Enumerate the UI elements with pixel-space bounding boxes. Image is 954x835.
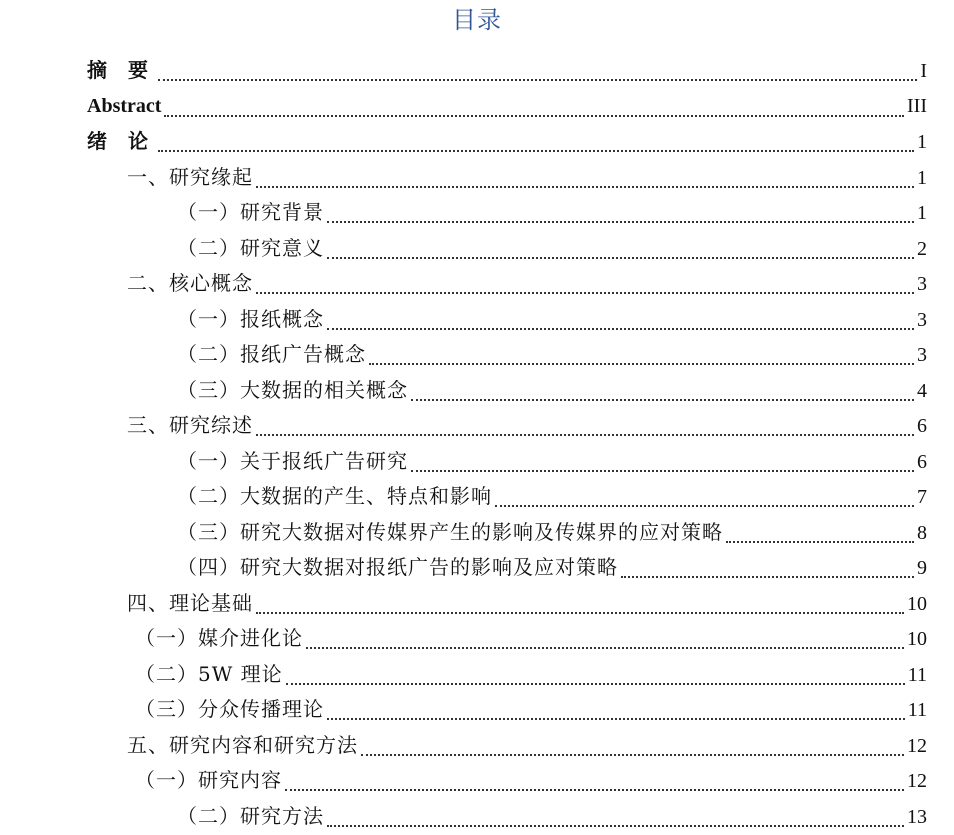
toc-entry-label: Abstract <box>87 89 161 125</box>
dot-leader <box>327 824 904 827</box>
toc-entry-label: （三）研究大数据对传媒界产生的影响及传媒界的应对策略 <box>177 515 723 551</box>
dot-leader <box>327 220 914 223</box>
dot-leader <box>285 788 904 791</box>
toc-entry-page-number: 12 <box>907 764 927 800</box>
dot-leader <box>369 362 914 365</box>
toc-entry[interactable] <box>0 621 954 657</box>
toc-entry-page-number: 6 <box>917 409 927 445</box>
dot-leader <box>495 504 914 507</box>
toc-entry-label: 三、研究综述 <box>127 408 253 444</box>
toc-entry-page-number: 9 <box>917 551 927 587</box>
toc-entry-label: 五、研究内容和研究方法 <box>127 728 358 764</box>
toc-entry-label: （一）关于报纸广告研究 <box>177 444 408 480</box>
toc-entry-page-number: 3 <box>917 267 927 303</box>
toc-entry[interactable] <box>0 728 954 764</box>
toc-entry[interactable] <box>0 160 954 196</box>
dot-leader <box>256 291 914 294</box>
toc-entry-label: （二）研究方法 <box>177 799 324 835</box>
dot-leader <box>327 256 914 259</box>
toc-entry-page-number: 11 <box>908 693 927 729</box>
toc-entry-page-number: 13 <box>907 800 927 835</box>
toc-entry-page-number: 1 <box>917 125 927 161</box>
dot-leader <box>286 682 905 685</box>
dot-leader <box>327 717 905 720</box>
toc-entry-label: （三）大数据的相关概念 <box>177 373 408 409</box>
toc-entry-page-number: 8 <box>917 516 927 552</box>
dot-leader <box>411 398 914 401</box>
toc-entry-label: （一）媒介进化论 <box>135 621 303 657</box>
dot-leader <box>256 433 914 436</box>
dot-leader <box>726 540 914 543</box>
toc-entry-page-number: 2 <box>917 232 927 268</box>
dot-leader <box>621 575 914 578</box>
toc-entry-label: （二）研究意义 <box>177 231 324 267</box>
dot-leader <box>306 646 904 649</box>
toc-entry-label: （一）研究背景 <box>177 195 324 231</box>
toc-entry-label: 四、理论基础 <box>127 586 253 622</box>
toc-entry-label: （二）报纸广告概念 <box>177 337 366 373</box>
toc-entry[interactable] <box>0 550 954 586</box>
toc-entry-page-number: 6 <box>917 445 927 481</box>
toc-entry-label: （二）5W 理论 <box>135 657 283 693</box>
toc-entry-label: （二）大数据的产生、特点和影响 <box>177 479 492 515</box>
toc-entry-page-number: III <box>907 89 927 125</box>
toc-entry-page-number: 3 <box>917 303 927 339</box>
toc-entry[interactable] <box>0 302 954 338</box>
toc-entry[interactable] <box>0 337 954 373</box>
toc-entry[interactable] <box>0 763 954 799</box>
dot-leader <box>164 114 904 117</box>
toc-entry[interactable] <box>0 408 954 444</box>
toc-entry-page-number: 3 <box>917 338 927 374</box>
toc-entry[interactable] <box>0 89 954 125</box>
toc-entry[interactable] <box>0 586 954 622</box>
toc-entry-label: 绪 论 <box>87 124 155 160</box>
dot-leader <box>158 78 917 81</box>
toc-entry-page-number: 11 <box>908 658 927 694</box>
toc-entry-label: 二、核心概念 <box>127 266 253 302</box>
toc-entry-label: （一）报纸概念 <box>177 302 324 338</box>
dot-leader <box>411 469 914 472</box>
toc-entry-label: （四）研究大数据对报纸广告的影响及应对策略 <box>177 550 618 586</box>
toc-entry[interactable] <box>0 373 954 409</box>
toc-entry-label: 一、研究缘起 <box>127 160 253 196</box>
toc-entry[interactable] <box>0 444 954 480</box>
toc-entry-page-number: 7 <box>917 480 927 516</box>
toc-entry[interactable] <box>0 124 954 160</box>
toc-entry-page-number: 1 <box>917 196 927 232</box>
dot-leader <box>361 753 904 756</box>
dot-leader <box>256 185 914 188</box>
toc-entry[interactable] <box>0 657 954 693</box>
toc-entry[interactable] <box>0 53 954 89</box>
toc-entry-page-number: 10 <box>907 622 927 658</box>
toc-entry[interactable] <box>0 266 954 302</box>
toc-entry-label: 摘 要 <box>87 53 155 89</box>
toc-entry-page-number: 1 <box>917 161 927 197</box>
toc-entry-page-number: 10 <box>907 587 927 623</box>
toc-list <box>0 53 954 834</box>
toc-entry[interactable] <box>0 692 954 728</box>
toc-title: 目录 <box>0 2 954 38</box>
toc-entry-page-number: I <box>920 54 927 90</box>
toc-entry[interactable] <box>0 799 954 835</box>
toc-entry-page-number: 4 <box>917 374 927 410</box>
toc-entry[interactable] <box>0 515 954 551</box>
toc-entry-label: （一）研究内容 <box>135 763 282 799</box>
dot-leader <box>158 149 914 152</box>
dot-leader <box>256 611 904 614</box>
toc-entry[interactable] <box>0 195 954 231</box>
toc-entry-label: （三）分众传播理论 <box>135 692 324 728</box>
toc-entry[interactable] <box>0 231 954 267</box>
dot-leader <box>327 327 914 330</box>
toc-entry[interactable] <box>0 479 954 515</box>
toc-entry-page-number: 12 <box>907 729 927 765</box>
